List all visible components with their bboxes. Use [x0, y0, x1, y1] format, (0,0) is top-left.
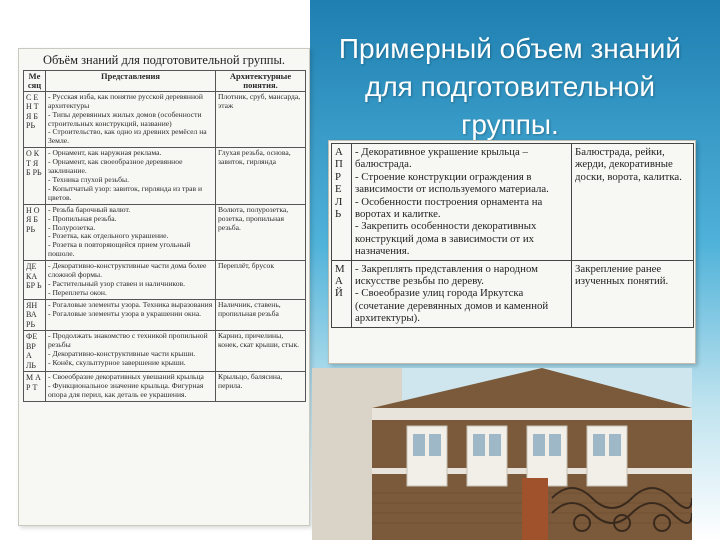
list-item: - Пропильная резьба.	[48, 215, 213, 224]
list-item: - Растительный узор ставен и наличников.	[48, 280, 213, 289]
list-item: - Орнамент, как своеобразное деревянное заклинание.	[48, 158, 213, 176]
table-row	[332, 144, 694, 261]
concepts-cell: Волюта, полурозетка, розетка, пропильная резьба.	[216, 204, 306, 260]
month-cell: А П Р Е Л Ь	[332, 144, 352, 261]
month-cell: ЯН ВА РЬ	[24, 299, 46, 331]
table-caption: Объём знаний для подготовительной группы.	[42, 53, 285, 67]
wooden-house-illustration	[312, 368, 692, 540]
concepts-cell: Крыльцо, балясина, перила.	[216, 372, 306, 402]
representations-cell	[46, 372, 216, 402]
table-row	[24, 261, 306, 300]
header-month: Ме сяц	[24, 71, 46, 92]
table-header-row	[24, 71, 306, 92]
table-row	[24, 372, 306, 402]
list-item: - Русская изба, как понятие русской деревянной архитектуры	[48, 93, 213, 111]
month-cell: С Е Н Т Я Б РЬ	[24, 91, 46, 147]
list-item: - Своеобразие улиц города Иркутска (сочетание деревянных домов и каменной архитектуры).	[355, 287, 568, 324]
concepts-cell: Наличник, ставень, пропильная резьба	[216, 299, 306, 331]
knowledge-table-continued	[331, 143, 694, 328]
table-row	[24, 299, 306, 331]
month-cell: О К Т Я Б РЬ	[24, 148, 46, 204]
list-item: - Функциональное значение крыльца. Фигурная опора для перил, как деталь ее украшения.	[48, 382, 213, 400]
list-item: - Рогаловые элементы узора в украшении окна.	[48, 310, 213, 319]
concepts-cell: Карниз, причелины, конек, скат крыши, стык.	[216, 331, 306, 372]
scanned-table-right	[328, 140, 696, 364]
list-item: - Типы деревянных жилых домов (особенности строительных конструкций, название)	[48, 111, 213, 129]
concepts-cell: Плотник, сруб, мансарда, этаж	[216, 91, 306, 147]
list-item: - Рогаловые элементы узора. Техника выразования	[48, 301, 213, 310]
title-line-3: группы.	[461, 109, 559, 140]
list-item: - Техника глухой резьбы.	[48, 176, 213, 185]
title-line-2: для подготовительной	[365, 71, 655, 102]
list-item: - Переплеты окон.	[48, 289, 213, 298]
list-item: - Декоративно-конструктивные части крыши.	[48, 350, 213, 359]
representations-cell	[352, 144, 572, 261]
list-item: - Строительство, как одно из древних ремёсел на Земле.	[48, 128, 213, 146]
representations-cell	[352, 260, 572, 327]
concepts-cell: Балюстрада, рейки, жерди, декоративные доски, ворота, калитка.	[572, 144, 694, 261]
table-row	[24, 331, 306, 372]
scanned-table-left	[18, 48, 310, 526]
header-concepts: Архитектурные понятия.	[216, 71, 306, 92]
list-item: - Своеобразие декоративных увешаний крыльца	[48, 373, 213, 382]
concepts-cell: Закрепление ранее изученных понятий.	[572, 260, 694, 327]
concepts-cell: Переплёт, брусок	[216, 261, 306, 300]
concepts-cell: Глухая резьба, основа, завиток, гирлянда	[216, 148, 306, 204]
table-row	[24, 91, 306, 147]
list-item: - Особенности построения орнамента на воротах и калитке.	[355, 196, 568, 221]
month-cell: Н О Я Б РЬ	[24, 204, 46, 260]
list-item: - Розетка, как отдельного украшение.	[48, 232, 213, 241]
knowledge-table	[23, 70, 306, 402]
representations-cell	[46, 91, 216, 147]
list-item: - Копытчатый узор: завиток, гирлянда из трав и цветов.	[48, 185, 213, 203]
list-item: - Полурозетка.	[48, 224, 213, 233]
list-item: - Декоративно-конструктивные части дома более сложной формы.	[48, 262, 213, 280]
list-item: - Продолжать знакомство с техникой пропильной резьбы	[48, 332, 213, 350]
list-item: - Конёк, скульптурное завершение крыши.	[48, 359, 213, 368]
title-line-1: Примерный объем знаний	[338, 33, 682, 64]
table-row	[332, 260, 694, 327]
wooden-house-photo	[312, 368, 692, 540]
list-item: - Орнамент, как наружная реклама.	[48, 149, 213, 158]
representations-cell	[46, 148, 216, 204]
representations-cell	[46, 204, 216, 260]
list-item: - Декоративное украшение крыльца – балюстрада.	[355, 146, 568, 171]
table-row	[24, 148, 306, 204]
list-item: - Строение конструкции ограждения в зависимости от используемого материала.	[355, 171, 568, 196]
month-cell: М А Й	[332, 260, 352, 327]
slide-title	[312, 30, 708, 144]
list-item: - Закреплять представления о народном искусстве резьбы по дереву.	[355, 263, 568, 288]
table-row	[24, 204, 306, 260]
month-cell: М А Р Т	[24, 372, 46, 402]
month-cell: ДЕ КА БР Ь	[24, 261, 46, 300]
list-item: - Резьба барочный валют.	[48, 206, 213, 215]
list-item: - Розетка в повторяющейся прием угольный пошоле.	[48, 241, 213, 259]
list-item: - Закрепить особенности декоративных конструкций дома в зависимости от их назначения.	[355, 220, 568, 257]
month-cell: ФЕ ВР А ЛЬ	[24, 331, 46, 372]
representations-cell	[46, 299, 216, 331]
representations-cell	[46, 261, 216, 300]
representations-cell	[46, 331, 216, 372]
header-representations: Представления	[46, 71, 216, 92]
